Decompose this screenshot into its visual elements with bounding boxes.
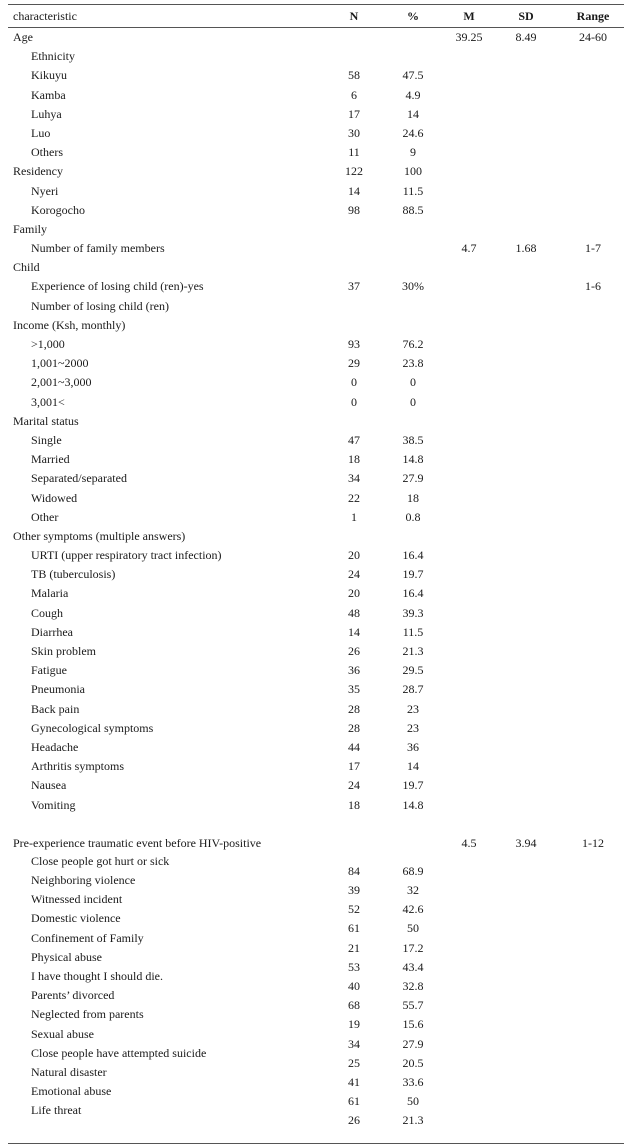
trauma-header-range: 1-12 <box>582 835 604 850</box>
trauma-event-n: 21 <box>348 940 360 955</box>
row-percent: 100 <box>404 164 422 179</box>
table-row <box>8 642 626 661</box>
trauma-event-percent: 17.2 <box>402 940 424 955</box>
table-row <box>8 86 626 105</box>
row-label: Kamba <box>31 87 66 102</box>
table-row <box>8 201 626 220</box>
row-label: Family <box>13 221 48 236</box>
table-row <box>8 700 626 719</box>
row-label: Separated/separated <box>31 471 127 486</box>
trauma-event-label: I have thought I should die. <box>31 969 163 984</box>
trauma-event-n: 52 <box>348 902 360 917</box>
table-row <box>8 316 626 335</box>
table-row <box>8 354 626 373</box>
trauma-events <box>8 853 626 1143</box>
trauma-event-n: 61 <box>348 1094 360 1109</box>
row-n: 0 <box>351 394 357 409</box>
row-label: Back pain <box>31 701 80 716</box>
row-percent: 18 <box>407 490 419 505</box>
table-row <box>8 220 626 239</box>
table-body <box>8 28 626 815</box>
row-label: Marital status <box>13 413 79 428</box>
row-percent: 9 <box>410 145 416 160</box>
trauma-event-percent: 50 <box>407 921 419 936</box>
table-row <box>8 450 626 469</box>
table-row <box>8 162 626 181</box>
characteristics-table <box>8 4 626 1144</box>
table-row <box>8 335 626 354</box>
table-row <box>8 776 626 795</box>
trauma-event-percent: 68.9 <box>402 863 424 878</box>
row-label: >1,000 <box>31 337 65 351</box>
table-row <box>8 508 626 527</box>
row-n: 20 <box>348 548 360 563</box>
row-n: 26 <box>348 644 360 658</box>
row-percent: 0.8 <box>405 509 421 524</box>
row-label: Luhya <box>31 106 62 121</box>
row-label: Vomiting <box>31 797 76 812</box>
row-label: Married <box>31 452 70 467</box>
row-n: 18 <box>348 797 360 812</box>
row-label: Kikuyu <box>31 68 67 83</box>
row-percent: 16.4 <box>402 548 424 563</box>
header-percent: % <box>407 9 419 23</box>
row-label: Age <box>13 30 33 44</box>
table-row <box>8 469 626 488</box>
row-percent: 19.7 <box>402 778 424 793</box>
table-row <box>8 431 626 450</box>
row-label: Widowed <box>31 490 78 505</box>
header-row <box>8 5 626 27</box>
row-percent: 47.5 <box>402 68 424 83</box>
row-percent: 0 <box>410 394 416 409</box>
trauma-event-percent: 32 <box>407 883 419 898</box>
row-n: 34 <box>348 471 360 486</box>
row-n: 0 <box>351 375 357 390</box>
table-row <box>8 124 626 143</box>
trauma-event-label: Emotional abuse <box>31 1084 112 1099</box>
trauma-event-percent: 55.7 <box>402 998 424 1013</box>
trauma-event-n: 26 <box>348 1113 360 1128</box>
table-row <box>8 373 626 392</box>
trauma-event-label: Natural disaster <box>31 1065 107 1080</box>
row-n: 37 <box>348 279 360 294</box>
row-label: Cough <box>31 605 64 620</box>
row-n: 14 <box>348 183 360 198</box>
row-percent: 27.9 <box>402 471 424 486</box>
trauma-header-label: Pre-experience traumatic event before HIV-positive <box>13 835 262 850</box>
table-row-trauma-header <box>8 834 626 853</box>
row-range: 1-6 <box>585 279 601 294</box>
row-label: Pneumonia <box>31 682 85 697</box>
row-label: Residency <box>13 164 63 179</box>
trauma-event-percent: 15.6 <box>402 1017 424 1032</box>
row-label: Malaria <box>31 586 69 601</box>
row-label: Child <box>13 260 40 275</box>
table-row <box>8 393 626 412</box>
table-row <box>8 546 626 565</box>
row-percent: 0 <box>410 375 416 390</box>
table-row <box>8 489 626 508</box>
row-label: 3,001< <box>31 394 65 409</box>
row-n: 11 <box>348 145 360 160</box>
row-percent: 30% <box>402 279 424 294</box>
trauma-event-label: Close people have attempted suicide <box>31 1045 207 1060</box>
trauma-event-n: 19 <box>348 1017 360 1032</box>
row-percent: 4.9 <box>405 87 421 102</box>
row-range: 1-7 <box>585 241 601 256</box>
trauma-event-n: 61 <box>348 921 360 936</box>
row-n: 35 <box>348 682 360 697</box>
row-percent: 23.8 <box>402 356 424 371</box>
row-sd: 8.49 <box>515 30 537 44</box>
trauma-event-percent: 27.9 <box>402 1036 424 1051</box>
section-gap <box>8 815 626 834</box>
table-row <box>8 527 626 546</box>
row-percent: 88.5 <box>402 202 424 217</box>
row-label: Number of losing child (ren) <box>31 298 169 313</box>
row-percent: 39.3 <box>402 605 424 620</box>
trauma-event-label: Neglected from parents <box>31 1007 144 1022</box>
row-n: 17 <box>348 759 360 774</box>
row-percent: 28.7 <box>402 682 424 697</box>
row-label: Arthritis symptoms <box>31 759 125 774</box>
row-n: 28 <box>348 701 360 716</box>
row-label: Skin problem <box>31 644 96 658</box>
row-label: Number of family members <box>31 241 165 256</box>
row-percent: 24.6 <box>402 125 424 140</box>
row-n: 29 <box>348 356 360 371</box>
trauma-event-percent: 42.6 <box>402 902 424 917</box>
row-n: 47 <box>348 432 360 447</box>
row-label: 1,001~2000 <box>31 356 89 371</box>
row-n: 24 <box>348 567 360 582</box>
row-label: Nausea <box>31 778 67 793</box>
table-row <box>8 661 626 680</box>
trauma-event-label: Close people got hurt or sick <box>31 853 170 868</box>
row-n: 22 <box>348 490 360 505</box>
row-label: Luo <box>31 125 51 140</box>
trauma-event-n: 40 <box>348 979 360 994</box>
trauma-event-label: Confinement of Family <box>31 930 144 945</box>
row-n: 28 <box>348 720 360 735</box>
header-characteristic: characteristic <box>13 9 77 23</box>
trauma-event-label: Domestic violence <box>31 911 121 926</box>
header-sd: SD <box>518 9 534 23</box>
row-label: 2,001~3,000 <box>31 375 92 390</box>
row-label: Other <box>31 509 59 524</box>
table-row <box>8 565 626 584</box>
table-row <box>8 757 626 776</box>
row-n: 24 <box>348 778 360 793</box>
trauma-event-percent: 43.4 <box>402 959 424 974</box>
row-n: 48 <box>348 605 360 620</box>
row-n: 17 <box>348 106 360 121</box>
row-percent: 16.4 <box>402 586 424 601</box>
row-percent: 14 <box>407 106 419 121</box>
row-percent: 21.3 <box>402 644 424 658</box>
trauma-event-percent: 32.8 <box>402 979 424 994</box>
row-n: 93 <box>348 337 360 351</box>
table-row <box>8 680 626 699</box>
trauma-event-n: 39 <box>348 883 360 898</box>
row-mean: 4.7 <box>461 241 477 256</box>
table-row <box>8 738 626 757</box>
row-percent: 29.5 <box>402 663 424 678</box>
row-label: TB (tuberculosis) <box>31 567 116 582</box>
trauma-event-label: Physical abuse <box>31 949 102 964</box>
row-label: Diarrhea <box>31 624 73 639</box>
trauma-event-label: Life threat <box>31 1103 82 1118</box>
row-n: 6 <box>351 87 357 102</box>
row-label: Nyeri <box>31 183 59 198</box>
header-n: N <box>349 9 359 23</box>
table-row <box>8 66 626 85</box>
table-row <box>8 604 626 623</box>
trauma-header-mean: 4.5 <box>461 835 477 850</box>
trauma-header-sd: 3.94 <box>515 835 537 850</box>
row-percent: 14 <box>407 759 419 774</box>
row-n: 30 <box>348 125 360 140</box>
row-sd: 1.68 <box>515 241 537 256</box>
row-n: 36 <box>348 663 360 678</box>
row-label: Gynecological symptoms <box>31 720 154 735</box>
trauma-event-n: 53 <box>348 959 360 974</box>
row-percent: 38.5 <box>402 432 424 447</box>
row-n: 20 <box>348 586 360 601</box>
row-n: 18 <box>348 452 360 467</box>
row-n: 58 <box>348 68 360 83</box>
header-range: Range <box>576 9 610 23</box>
row-percent: 23 <box>407 701 419 716</box>
row-label: Korogocho <box>31 202 85 217</box>
table-row <box>8 623 626 642</box>
row-percent: 76.2 <box>402 337 424 351</box>
row-label: Ethnicity <box>31 49 75 64</box>
row-label: Other symptoms (multiple answers) <box>13 528 186 543</box>
trauma-event-label: Neighboring violence <box>31 873 136 888</box>
row-label: Headache <box>31 739 79 754</box>
table-row <box>8 239 626 258</box>
row-n: 14 <box>348 624 360 639</box>
trauma-event-percent: 50 <box>407 1094 419 1109</box>
row-range: 24-60 <box>579 30 607 44</box>
trauma-event-percent: 20.5 <box>402 1055 424 1070</box>
row-percent: 36 <box>407 739 419 754</box>
header-mean: M <box>463 9 475 23</box>
row-label: Single <box>31 432 62 447</box>
row-percent: 11.5 <box>402 183 424 198</box>
table-row <box>8 28 626 47</box>
trauma-event-label: Sexual abuse <box>31 1026 94 1041</box>
row-n: 98 <box>348 202 360 217</box>
trauma-event-label: Witnessed incident <box>31 892 123 907</box>
row-mean: 39.25 <box>455 30 483 44</box>
row-percent: 23 <box>407 720 419 735</box>
trauma-event-n: 84 <box>348 863 360 878</box>
trauma-event-n: 34 <box>348 1036 360 1051</box>
table-row <box>8 796 626 815</box>
trauma-event-percent: 21.3 <box>402 1113 424 1128</box>
row-label: Experience of losing child (ren)-yes <box>31 279 204 294</box>
row-percent: 14.8 <box>402 452 424 467</box>
trauma-event-n: 41 <box>348 1075 360 1090</box>
trauma-event-n: 68 <box>348 998 360 1013</box>
table-row <box>8 277 626 296</box>
table-row <box>8 258 626 277</box>
row-n: 122 <box>345 164 363 179</box>
row-percent: 14.8 <box>402 797 424 812</box>
row-label: Fatigue <box>31 663 67 678</box>
row-percent: 11.5 <box>402 624 424 639</box>
table-row <box>8 105 626 124</box>
table-row <box>8 719 626 738</box>
trauma-event-label: Parents’ divorced <box>31 988 115 1003</box>
row-percent: 19.7 <box>402 567 424 582</box>
table-row <box>8 412 626 431</box>
row-label: Income (Ksh, monthly) <box>13 317 126 332</box>
row-n: 44 <box>348 739 360 754</box>
table-row <box>8 182 626 201</box>
table-row <box>8 297 626 316</box>
trauma-event-n: 25 <box>348 1055 360 1070</box>
table-row <box>8 584 626 603</box>
table-row <box>8 47 626 66</box>
row-n: 1 <box>351 509 357 524</box>
trauma-event-percent: 33.6 <box>402 1075 424 1090</box>
row-label: Others <box>31 145 63 160</box>
row-label: URTI (upper respiratory tract infection) <box>31 548 222 563</box>
table-row <box>8 143 626 162</box>
